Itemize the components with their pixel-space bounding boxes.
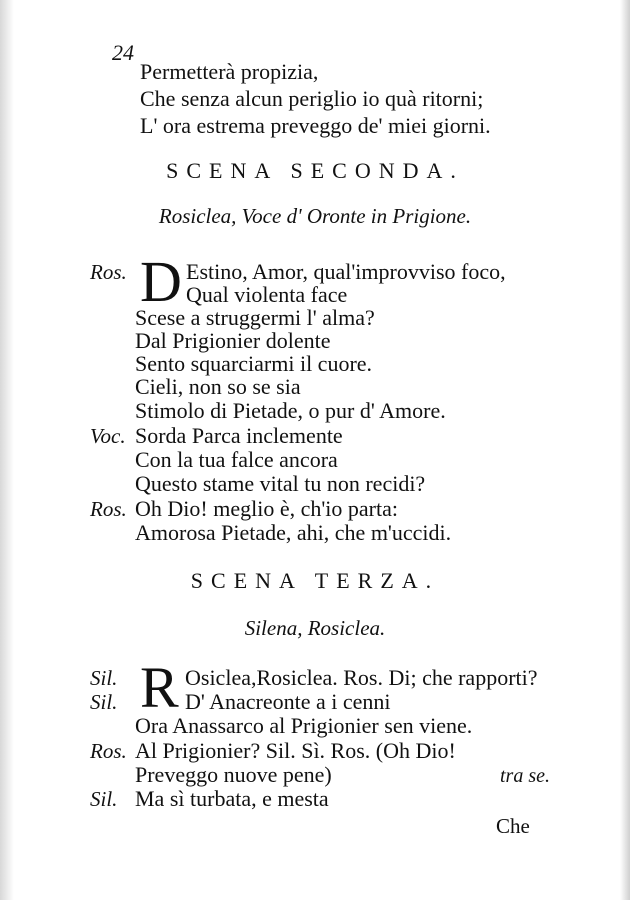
catchword: Che: [496, 814, 530, 838]
text-line: Sento squarciarmi il cuore.: [135, 351, 373, 376]
text-line: Al Prigionier? Sil. Sì. Ros. (Oh Dio!: [135, 738, 456, 763]
text-line: Ma sì turbata, e mesta: [135, 786, 329, 811]
text-line: Scese a struggermi l' alma?: [135, 305, 375, 330]
page-spine-shadow: [0, 0, 14, 900]
text-line: Preveggo nuove pene): [135, 762, 332, 787]
text-line: Estino, Amor, qual'improvviso foco,: [186, 259, 506, 284]
text-line: Ora Anassarco al Prigionier sen viene.: [135, 713, 473, 738]
text-line: Oh Dio! meglio è, ch'io parta:: [135, 496, 399, 521]
text-line: Osiclea,Rosiclea. Ros. Di; che rapporti?: [185, 665, 538, 690]
text-line: Stimolo di Pietade, o pur d' Amore.: [135, 398, 446, 423]
text-line: Che senza alcun periglio io quà ritorni;: [140, 86, 484, 111]
speaker-label: Voc.: [90, 424, 126, 448]
text-line: Permetterà propizia,: [140, 59, 319, 84]
stage-direction: tra se.: [500, 765, 550, 787]
text-line: Con la tua falce ancora: [135, 447, 338, 472]
drop-cap: R: [140, 655, 179, 720]
scene-characters: Silena, Rosiclea.: [244, 616, 386, 640]
text-line: Qual violenta face: [186, 282, 348, 307]
speaker-label: Ros.: [90, 260, 127, 284]
page-number: 24: [112, 40, 134, 65]
speaker-label: Sil.: [90, 666, 118, 690]
speaker-label: Sil.: [90, 690, 118, 714]
text-line: Questo stame vital tu non recidi?: [135, 471, 426, 496]
text-line: Sorda Parca inclemente: [135, 423, 343, 448]
speaker-label: Ros.: [90, 739, 127, 763]
scene-title: SCENA SECONDA.: [166, 158, 464, 183]
drop-cap: D: [140, 249, 182, 314]
page-edge-shadow: [620, 0, 630, 900]
text-line: D' Anacreonte a i cenni: [185, 689, 391, 714]
text-line: Cieli, non so se sia: [135, 374, 301, 399]
speaker-label: Sil.: [90, 787, 118, 811]
text-line: Amorosa Pietade, ahi, che m'uccidi.: [135, 520, 452, 545]
text-line: L' ora estrema preveggo de' miei giorni.: [140, 113, 491, 138]
scene-title: SCENA TERZA.: [190, 568, 440, 593]
scene-characters: Rosiclea, Voce d' Oronte in Prigione.: [158, 204, 472, 228]
speaker-label: Ros.: [90, 497, 127, 521]
text-line: Dal Prigionier dolente: [135, 328, 331, 353]
